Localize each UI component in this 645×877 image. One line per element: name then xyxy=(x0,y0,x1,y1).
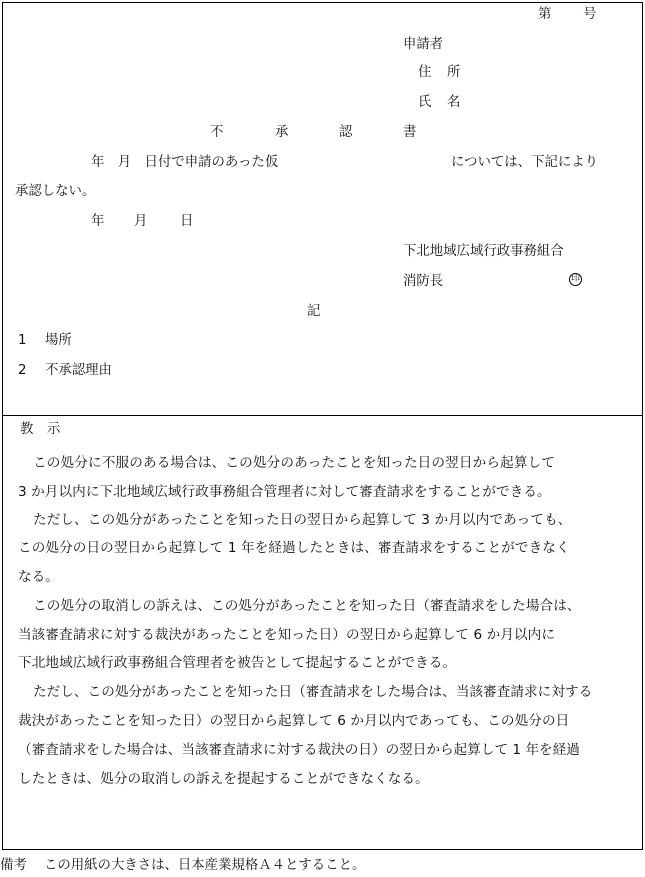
item-1-label: 場所 xyxy=(45,333,72,348)
notice-line-6: この処分の取消しの訴えは、この処分があったことを知った日（審査請求をした場合は、 xyxy=(33,598,581,614)
name-label-2: 名 xyxy=(447,95,461,110)
notice-line-10: 裁決があったことを知った日）の翌日から起算して 6 か月以内であっても、この処分の日 xyxy=(18,713,570,729)
applicant-label: 申請者 xyxy=(403,37,444,52)
address-label-1: 住 xyxy=(418,65,432,80)
notice-line-5: なる。 xyxy=(18,569,59,585)
address-label-2: 所 xyxy=(447,65,461,80)
body-line-1b: については、下記により xyxy=(451,155,599,170)
date-day: 日 xyxy=(180,214,194,229)
title-char-1: 不 xyxy=(210,125,224,140)
item-2-number: 2 xyxy=(18,363,27,378)
name-label-1: 氏 xyxy=(418,95,432,110)
notice-line-11: （審査請求をした場合は、当該審査請求に対する裁決の日）の翌日から起算して 1 年を経過 xyxy=(18,742,580,758)
number-dai-label: 第 xyxy=(538,7,552,22)
body-line-1a: 年 月 日付で申請のあった仮 xyxy=(91,155,279,170)
footer-label: 備考 xyxy=(0,858,27,873)
body-line-2: 承認しない。 xyxy=(15,184,96,199)
title-char-4: 書 xyxy=(403,125,417,140)
form-upper-frame xyxy=(2,2,643,416)
notice-heading-2: 示 xyxy=(47,422,61,437)
notice-line-4: この処分の日の翌日から起算して 1 年を経過したときは、審査請求をすることができなく xyxy=(18,540,570,556)
notice-line-3: ただし、この処分があったことを知った日の翌日から起算して 3 か月以内であっても、 xyxy=(33,512,572,528)
notice-line-9: ただし、この処分があったことを知った日（審査請求をした場合は、当該審査請求に対する xyxy=(33,684,593,700)
title-char-2: 承 xyxy=(275,125,289,140)
notice-line-7: 当該審査請求に対する裁決があったことを知った日）の翌日から起算して 6 か月以内に xyxy=(18,627,555,643)
date-year: 年 xyxy=(91,214,105,229)
date-month: 月 xyxy=(134,214,148,229)
issuer-organization: 下北地域広域行政事務組合 xyxy=(403,244,564,259)
footer-text: この用紙の大きさは、日本産業規格Ａ４とすること。 xyxy=(44,858,366,873)
notice-line-2: 3 か月以内に下北地域広域行政事務組合管理者に対して審査請求をすることができる。 xyxy=(18,484,551,500)
seal-icon xyxy=(569,273,582,286)
issuer-chief: 消防長 xyxy=(403,274,444,289)
title-char-3: 認 xyxy=(339,125,353,140)
notice-line-1: この処分に不服のある場合は、この処分のあったことを知った日の翌日から起算して xyxy=(33,455,556,471)
item-1-number: 1 xyxy=(18,333,27,348)
notice-heading-1: 教 xyxy=(20,422,34,437)
notice-line-12: したときは、処分の取消しの訴えを提起することができなくなる。 xyxy=(18,771,429,787)
ki-heading: 記 xyxy=(307,304,321,319)
number-go-label: 号 xyxy=(583,7,597,22)
notice-line-8: 下北地域広域行政事務組合管理者を被告として提起することができる。 xyxy=(18,655,457,671)
item-2-label: 不承認理由 xyxy=(45,363,112,378)
seal-char: 印 xyxy=(570,274,580,284)
